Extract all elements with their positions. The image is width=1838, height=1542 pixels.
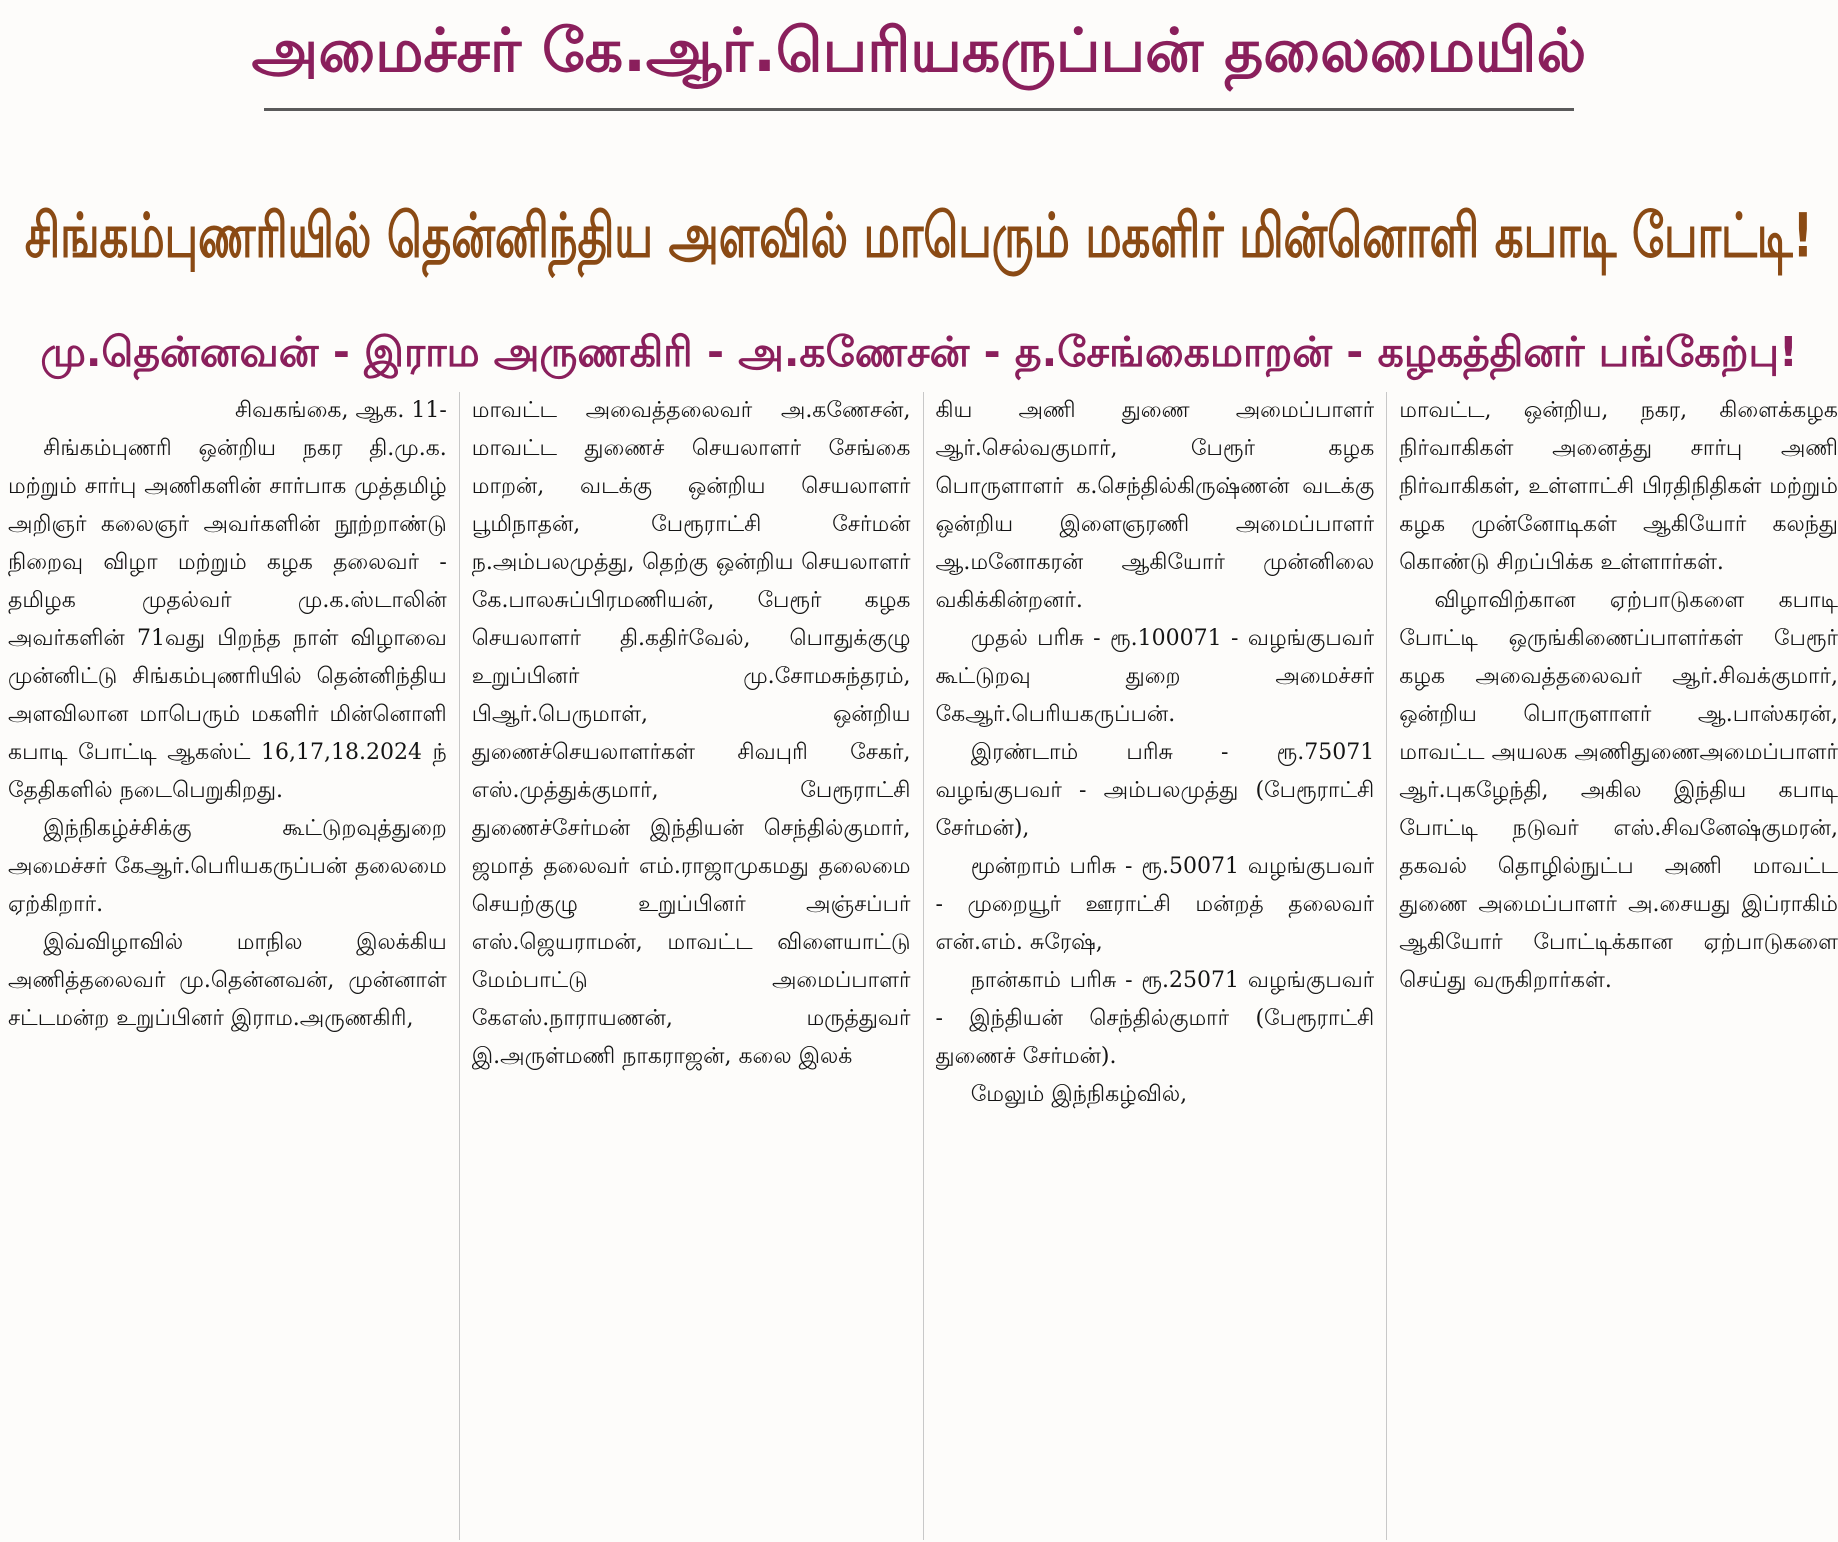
paragraph: மேலும் இந்நிகழ்வில், — [970, 1082, 1188, 1107]
column-divider — [1386, 392, 1387, 1540]
column-divider — [923, 392, 924, 1540]
paragraph: சிங்கம்புணரி ஒன்றிய நகர தி.மு.க. மற்றும் சார்பு அணிகளின் சார்பாக முத்தமிழ் அறிஞர் கலைஞர் அவர்களின் நூற்றாண்டு நிறைவு விழா மற்றும் கழக தலைவர் - தமிழக முதல்வர் மு.க.ஸ்டாலின் அவர்களின் 71வது பிறந்த நாள் விழாவை முன்னிட்டு சிங்கம்புணரியில் தென்னிந்திய அளவிலான மாபெரும் மகளிர் மின்னொளி கபாடி போட்டி ஆகஸ்ட் 16,17,18.2024 ந் தேதிகளில் நடைபெறுகிறது. — [8, 436, 447, 803]
column-divider — [459, 392, 460, 1540]
paragraph: நான்காம் பரிசு - ரூ.25071 வழங்குபவர் - இந்தியன் செந்தில்குமார் (பேரூராட்சி துணைச் சேர்மன்). — [935, 968, 1375, 1069]
article-body — [8, 392, 1838, 1540]
paragraph: விழாவிற்கான ஏற்பாடுகளை கபாடி போட்டி ஒருங்கிணைப்பாளர்கள் பேரூர் கழக அவைத்தலைவர் ஆர்.சிவக்குமார், ஒன்றிய பொருளாளர் ஆ.பாஸ்கரன், மாவட்ட அயலக அணிதுணைஅமைப்பாளர் ஆர்.புகழேந்தி, அகில இந்திய கபாடி போட்டி நடுவர் எஸ்.சிவனேஷ்குமரன், தகவல் தொழில்நுட்ப அணி மாவட்ட துணை அமைப்பாளர் அ.சையது இப்ராகிம் ஆகியோர் போட்டிக்கான ஏற்பாடுகளை செய்து வருகிறார்கள். — [1399, 588, 1838, 993]
paragraph: இந்நிகழ்ச்சிக்கு கூட்டுறவுத்துறை அமைச்சர் கேஆர்.பெரியகருப்பன் தலைமை ஏற்கிறார். — [8, 816, 447, 917]
paragraph: மாவட்ட, ஒன்றிய, நகர, கிளைக்கழக நிர்வாகிகள் அனைத்து சார்பு அணி நிர்வாகிகள், உள்ளாட்சி பிரதிநிதிகள் மற்றும் கழக முன்னோடிகள் ஆகியோர் கலந்து கொண்டு சிறப்பிக்க உள்ளார்கள். — [1399, 398, 1838, 575]
kicker-headline: அமைச்சர் கே.ஆர்.பெரியகருப்பன் தலைமையில் — [251, 16, 1587, 86]
paragraph: முதல் பரிசு - ரூ.100071 - வழங்குபவர் கூட்டுறவு துறை அமைச்சர் கேஆர்.பெரியகருப்பன். — [935, 626, 1375, 727]
article-column-1 — [8, 392, 447, 1540]
paragraph: இரண்டாம் பரிசு - ரூ.75071 வழங்குபவர் - அம்பலமுத்து (பேரூராட்சி சேர்மன்), — [935, 740, 1375, 841]
main-headline: சிங்கம்புணரியில் தென்னிந்திய அளவில் மாபெரும் மகளிர் மின்னொளி கபாடி போட்டி! — [24, 199, 1814, 272]
paragraph: இவ்விழாவில் மாநில இலக்கிய அணித்தலைவர் மு.தென்னவன், முன்னாள் சட்டமன்ற உறுப்பினர் இராம.அருணகிரி, — [8, 930, 447, 1031]
paragraph: கிய அணி துணை அமைப்பாளர் ஆர்.செல்வகுமார், பேரூர் கழக பொருளாளர் க.செந்தில்கிருஷ்ணன் வடக்கு ஒன்றிய இளைஞரணி அமைப்பாளர் ஆ.மனோகரன் ஆகியோர் முன்னிலை வகிக்கின்றனர். — [935, 398, 1375, 613]
article-column-4 — [1399, 392, 1838, 1540]
dateline: சிவகங்கை, ஆக. 11- — [234, 398, 447, 423]
paragraph: மூன்றாம் பரிசு - ரூ.50071 வழங்குபவர் - முறையூர் ஊராட்சி மன்றத் தலைவர் என்.எம். சுரேஷ், — [935, 854, 1375, 955]
article-column-2 — [472, 392, 911, 1540]
article-column-3 — [936, 392, 1375, 1540]
subheadline: மு.தென்னவன் - இராம அருணகிரி - அ.கணேசன் - த.சேங்கைமாறன் - கழகத்தினர் பங்கேற்பு! — [40, 328, 1798, 376]
kicker-divider — [264, 108, 1574, 111]
paragraph: மாவட்ட அவைத்தலைவர் அ.கணேசன், மாவட்ட துணைச் செயலாளர் சேங்கை மாறன், வடக்கு ஒன்றிய செயலாளர் பூமிநாதன், பேரூராட்சி சேர்மன் ந.அம்பலமுத்து, தெற்கு ஒன்றிய செயலாளர் கே.பாலசுப்பிரமணியன், பேரூர் கழக செயலாளர் தி.கதிர்வேல், பொதுக்குழு உறுப்பினர் மு.சோமசுந்தரம், பிஆர்.பெருமாள், ஒன்றிய துணைச்செயலாளர்கள் சிவபுரி சேகர், எஸ்.முத்துக்குமார், பேரூராட்சி துணைச்சேர்மன் இந்தியன் செந்தில்குமார், ஜமாத் தலைவர் எம்.ராஜாமுகமது தலைமை செயற்குழு உறுப்பினர் அஞ்சப்பர் எஸ்.ஜெயராமன், மாவட்ட விளையாட்டு மேம்பாட்டு அமைப்பாளர் கேஎஸ்.நாராயணன், மருத்துவர் இ.அருள்மணி நாகராஜன், கலை இலக் — [471, 398, 911, 1069]
